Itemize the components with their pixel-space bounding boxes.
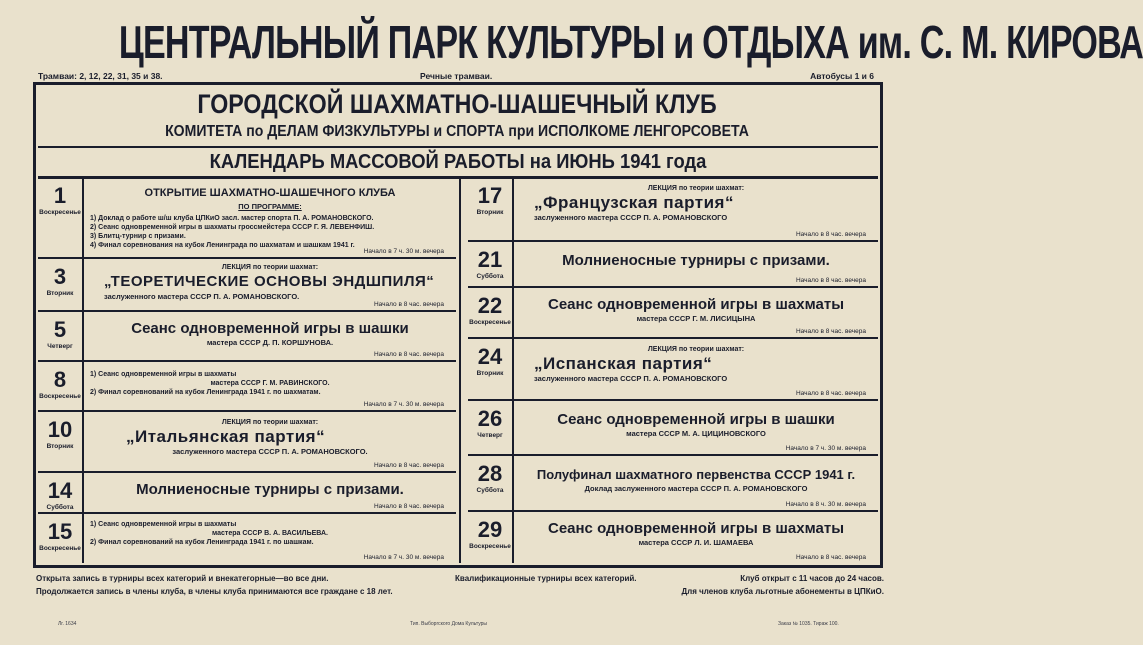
start-time: Начало в 8 час. вечера — [795, 277, 866, 284]
event-speaker: заслуженного мастера СССР П. А. РОМАНОВСКОГО — [534, 374, 728, 383]
event-content — [90, 514, 450, 563]
day-number: 10 — [47, 417, 73, 442]
event-content — [90, 362, 450, 410]
start-time: Начало в 7 ч. 30 м. вечера — [363, 248, 444, 255]
day-number: 8 — [53, 367, 67, 392]
day-number: 28 — [477, 461, 503, 486]
event-speaker: мастера СССР Л. И. ШАМАЕВА — [638, 538, 754, 547]
footer-membership: Продолжается запись в члены клуба, в члены клуба принимаются все граждане с 18 лет. — [36, 587, 393, 596]
start-time: Начало в 7 ч. 30 м. вечера — [363, 401, 444, 408]
lecture-label: ЛЕКЦИЯ по теории шахмат: — [221, 264, 319, 271]
event-day-21 — [468, 242, 878, 288]
event-speaker: заслуженного мастера СССР П. А. РОМАНОВСКОГО. — [172, 447, 368, 456]
program-item-speaker: мастера СССР Г. М. РАВИНСКОГО. — [210, 380, 330, 387]
event-title: ОТКРЫТИЕ ШАХМАТНО-ШАШЕЧНОГО КЛУБА — [144, 187, 396, 199]
program-heading: ПО ПРОГРАММЕ: — [238, 202, 302, 211]
weekday: Вторник — [46, 443, 74, 450]
event-day-3 — [38, 259, 456, 312]
weekday: Вторник — [46, 290, 74, 297]
date-box — [38, 412, 84, 471]
event-title: Сеанс одновременной игры в шахматы — [547, 520, 844, 537]
column-divider — [459, 178, 461, 563]
event-speaker: заслуженного мастера СССР П. А. РОМАНОВСКОГО — [534, 213, 728, 222]
day-number: 17 — [477, 183, 503, 208]
start-time: Начало в 8 час. вечера — [795, 390, 866, 397]
calendar-heading — [38, 146, 878, 179]
event-title: Сеанс одновременной игры в шахматы — [547, 296, 844, 313]
event-content — [90, 178, 450, 257]
weekday: Воскресенье — [39, 545, 81, 552]
event-content — [90, 312, 450, 360]
date-box — [468, 401, 514, 454]
day-number: 26 — [477, 406, 503, 431]
event-content — [520, 242, 872, 286]
event-title: „Французская партия“ — [534, 193, 734, 212]
event-content — [520, 178, 872, 240]
event-day-14 — [38, 473, 456, 514]
date-box — [468, 242, 514, 286]
footer-registration: Открыта запись в турниры всех категорий и внекатегорные—во все дни. — [36, 574, 329, 583]
date-box — [38, 473, 84, 512]
event-day-24 — [468, 339, 878, 401]
event-speaker: мастера СССР Д. П. КОРШУНОВА. — [206, 338, 334, 347]
program-item: 2) Сеанс одновременной игры в шахматы гроссмейстера СССР Г. Я. ЛЕВЕНФИШ. — [90, 224, 375, 231]
start-time: Начало в 8 ч. 30 м. вечера — [785, 501, 866, 508]
weekday: Суббота — [46, 504, 74, 511]
imprint-code: Лг. 1634 — [58, 621, 77, 627]
program-item-speaker: мастера СССР В. А. ВАСИЛЬЕВА. — [212, 530, 328, 537]
event-content — [90, 412, 450, 471]
date-box — [38, 362, 84, 410]
event-speaker: мастера СССР М. А. ЦИЦИНОВСКОГО — [626, 429, 766, 438]
program-item: 3) Блитц-турнир с призами. — [90, 233, 186, 240]
event-day-1 — [38, 178, 456, 259]
lecture-label: ЛЕКЦИЯ по теории шахмат: — [647, 346, 745, 353]
event-content — [90, 473, 450, 512]
event-speaker: заслуженного мастера СССР П. А. РОМАНОВСКОГО. — [104, 292, 300, 301]
footer-qualification: Квалификационные турниры всех категорий. — [455, 574, 637, 583]
imprint-printer: Тип. Выборгского Дома Культуры — [410, 621, 488, 627]
start-time: Начало в 8 час. вечера — [795, 328, 866, 335]
date-box — [38, 514, 84, 563]
event-title: „Испанская партия“ — [534, 354, 713, 373]
event-day-28 — [468, 456, 878, 512]
event-content — [520, 456, 872, 510]
weekday: Суббота — [476, 273, 504, 280]
date-box — [38, 178, 84, 257]
event-day-26 — [468, 401, 878, 456]
date-box — [468, 178, 514, 240]
event-day-10 — [38, 412, 456, 473]
weekday: Воскресенье — [469, 319, 511, 326]
start-time: Начало в 8 час. вечера — [373, 301, 444, 308]
start-time: Начало в 8 час. вечера — [795, 231, 866, 238]
lecture-label: ЛЕКЦИЯ по теории шахмат: — [647, 185, 745, 192]
event-title: „Итальянская партия“ — [126, 427, 326, 446]
day-number: 3 — [53, 264, 67, 289]
club-title: ГОРОДСКОЙ ШАХМАТНО-ШАШЕЧНЫЙ КЛУБ — [197, 89, 717, 119]
day-number: 1 — [53, 183, 67, 208]
day-number: 22 — [477, 293, 503, 318]
imprint-order: Заказ № 1035. Тираж 100. — [778, 621, 839, 627]
event-speaker: Доклад заслуженного мастера СССР П. А. РОМАНОВСКОГО — [584, 484, 808, 493]
event-content — [90, 259, 450, 310]
event-day-29 — [468, 512, 878, 563]
event-content — [520, 401, 872, 454]
day-number: 5 — [53, 317, 67, 342]
date-box — [468, 339, 514, 399]
day-number: 15 — [47, 519, 73, 544]
event-title: Полуфинал шахматного первенства СССР 1941 г. — [536, 467, 856, 482]
event-day-8 — [38, 362, 456, 412]
start-time: Начало в 8 час. вечера — [373, 503, 444, 510]
date-box — [468, 288, 514, 337]
event-content — [520, 512, 872, 563]
event-day-22 — [468, 288, 878, 339]
date-box — [38, 312, 84, 360]
start-time: Начало в 8 час. вечера — [795, 554, 866, 561]
weekday: Воскресенье — [39, 209, 81, 216]
lecture-label: ЛЕКЦИЯ по теории шахмат: — [221, 419, 319, 426]
start-time: Начало в 8 час. вечера — [373, 351, 444, 358]
date-box — [38, 259, 84, 310]
program-item: 2) Финал соревнований на кубок Ленинграда 1941 г. по шашкам. — [90, 539, 314, 546]
calendar-heading-text: КАЛЕНДАРЬ МАССОВОЙ РАБОТЫ на ИЮНЬ 1941 года — [209, 151, 707, 173]
weekday: Четверг — [477, 432, 503, 439]
park-title: ЦЕНТРАЛЬНЫЙ ПАРК КУЛЬТУРЫ и ОТДЫХА им. С. М. КИРОВА — [118, 16, 1143, 68]
event-day-15 — [38, 514, 456, 563]
date-box — [468, 456, 514, 510]
event-day-17 — [468, 178, 878, 242]
event-speaker: мастера СССР Г. М. ЛИСИЦЫНА — [636, 314, 756, 323]
weekday: Вторник — [476, 209, 504, 216]
program-item: 2) Финал соревнований на кубок Ленинграда 1941 г. по шахматам. — [90, 389, 321, 396]
program-item: 1) Сеанс одновременной игры в шахматы — [90, 521, 237, 528]
event-title: Молниеносные турниры с призами. — [562, 252, 830, 269]
footer-hours: Клуб открыт с 11 часов до 24 часов. — [740, 574, 884, 583]
program-item: 4) Финал соревнования на кубок Ленинграда по шахматам и шашкам 1941 г. — [90, 242, 355, 249]
event-content — [520, 288, 872, 337]
program-item: 1) Сеанс одновременной игры в шахматы — [90, 371, 237, 378]
start-time: Начало в 8 час. вечера — [373, 462, 444, 469]
day-number: 14 — [47, 478, 73, 503]
program-item: 1) Доклад о работе ш/ш клуба ЦПКиО засл. мастер спорта П. А. РОМАНОВСКОГО. — [90, 215, 374, 222]
weekday: Воскресенье — [39, 393, 81, 400]
day-number: 29 — [477, 517, 503, 542]
event-title: Молниеносные турниры с призами. — [136, 481, 404, 498]
day-number: 21 — [477, 247, 503, 272]
weekday: Суббота — [476, 487, 504, 494]
footer-subscriptions: Для членов клуба льготные абонементы в ЦПКиО. — [681, 587, 884, 596]
date-box — [468, 512, 514, 563]
club-subtitle: КОМИТЕТА по ДЕЛАМ ФИЗКУЛЬТУРЫ и СПОРТА при ИСПОЛКОМЕ ЛЕНГОРСОВЕТА — [165, 123, 749, 140]
event-title: „ТЕОРЕТИЧЕСКИЕ ОСНОВЫ ЭНДШПИЛЯ“ — [104, 273, 435, 290]
event-content — [520, 339, 872, 399]
bus-info: Автобусы 1 и 6 — [810, 71, 874, 81]
event-day-5 — [38, 312, 456, 362]
day-number: 24 — [477, 344, 503, 369]
river-tram-info: Речные трамваи. — [420, 71, 493, 81]
start-time: Начало в 7 ч. 30 м. вечера — [363, 554, 444, 561]
start-time: Начало в 7 ч. 30 м. вечера — [785, 445, 866, 452]
weekday: Четверг — [47, 343, 73, 350]
event-title: Сеанс одновременной игры в шашки — [557, 411, 835, 428]
tram-info: Трамваи: 2, 12, 22, 31, 35 и 38. — [38, 71, 163, 81]
weekday: Вторник — [476, 370, 504, 377]
weekday: Воскресенье — [469, 543, 511, 550]
event-title: Сеанс одновременной игры в шашки — [131, 320, 409, 337]
